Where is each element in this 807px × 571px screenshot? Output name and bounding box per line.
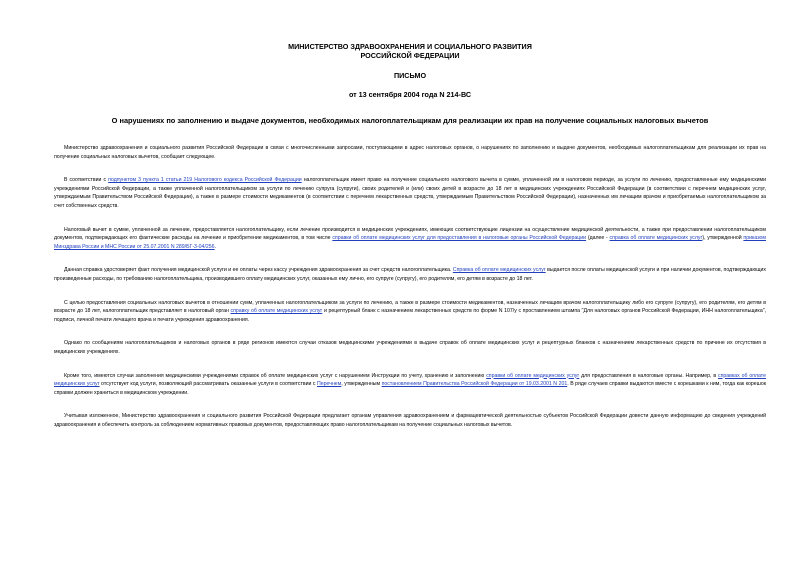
ministry-heading bbox=[54, 42, 766, 60]
paragraph-7-text-b: для предоставления в налоговые органы. Например, в bbox=[579, 372, 718, 379]
link-order-289[interactable]: приказом Минздрава России и МНС России от 25.07.2001 N 289/БГ-3-04/256 bbox=[54, 235, 766, 250]
paragraph-7-text-a: Кроме того, имеются случаи заполнения медицинскими учреждениями справок об оплате медицинских услуг с нарушением Инструкции по учету, хранению и заполнению bbox=[64, 372, 487, 379]
document-page bbox=[54, 42, 766, 444]
link-medical-payment-certificate-form[interactable]: справки об оплате медицинских услуг для предоставления в налоговые органы Российской Федерации bbox=[332, 235, 587, 242]
paragraph-6-text: Однако по сообщениям налогоплательщиков и налоговых органов в ряде регионов имеются случаи отказов медицинскими учреждениями в выдаче справок об оплате медицинских услуг и рецептурных бланков с назначением лекарственных средств по причине их отсутствия в медицинских учреждениях. bbox=[54, 340, 766, 355]
document-date-number: от 13 сентября 2004 года N 214-ВС bbox=[348, 90, 472, 99]
paragraph-7-text-d: , утвержденным bbox=[341, 381, 382, 388]
link-services-list[interactable]: Перечнем bbox=[317, 381, 342, 388]
paragraph-4-text-b: выдается после оплаты медицинской услуги и при наличии документов, подтверждающих произведенные расходы, по требованию налогоплательщика, производившего оплату медицинских услуг, оказанных ему лично, его супруге (супругу), его родителям, его детям в возрасте до 18 лет. bbox=[54, 267, 767, 282]
paragraph-2-text-a: В соответствии с bbox=[64, 177, 109, 184]
paragraph-2 bbox=[54, 176, 766, 210]
paragraph-8 bbox=[54, 412, 766, 429]
paragraph-2-text-b: налогоплательщик имеет право на получение социального налогового вычета в сумме, уплаченной им в налоговом периоде, за услуги по лечению, предоставленные ему медицинскими учреждениями Российской Федерации, а также уплаченной налогоплательщиком за услуги по лечению супруга (супруги), своих родителей и (или) своих детей в возрасте до 18 лет в медицинских учреждениях Российской Федерации (в соответствии с перечнем медицинских услуг, утверждаемым Правительством Российской Федерации), а также в размере стоимости медикаментов (в соответствии с перечнем лекарственных средств, утверждаемым Правительством Российской Федерации), назначенных им лечащим врачом и приобретаемых налогоплательщиком за счет собственных средств. bbox=[54, 177, 767, 209]
paragraph-3 bbox=[54, 226, 766, 252]
paragraph-4 bbox=[54, 266, 766, 283]
paragraph-1-text: Министерство здравоохранения и социального развития Российской Федерации в связи с многочисленными запросами, поступающими в адрес налоговых органов, о нарушениях по заполнению и выдаче документов, необходимых налогоплательщикам для реализации их прав на получение социальных налоговых вычетов, сообщает следующее. bbox=[54, 145, 766, 160]
link-payment-certificate-3[interactable]: справки об оплате медицинских услуг bbox=[486, 372, 580, 379]
paragraph-6 bbox=[54, 339, 766, 356]
link-payment-certificate-2[interactable]: справку об оплате медицинских услуг bbox=[230, 308, 323, 315]
paragraph-5-text-b: и рецептурный бланк с назначением лекарственных средств по форме N 107/у с проставлением штампа "Для налоговых органов Российской Федерации, ИНН налогоплательщика", подписи, личной печати лечащего врача и печати учреждения здравоохранения. bbox=[54, 308, 766, 323]
link-payment-certificates[interactable]: справках об оплате медицинских услуг bbox=[54, 372, 767, 388]
paragraph-3-text-b: (далее - bbox=[586, 235, 610, 242]
paragraph-7 bbox=[54, 372, 766, 398]
paragraph-3-text-a: Налоговый вычет в сумме, уплаченной за лечение, предоставляется налогоплательщику, если лечение производится в медицинских учреждениях, имеющих соответствующие лицензии на осуществление медицинской деятельности, а также при предоставлении налогоплательщиком документов, подтверждающих его фактические расходы на лечение и приобретение медикаментов, в том числе bbox=[54, 226, 766, 242]
link-medical-payment-certificate[interactable]: справка об оплате медицинских услуг bbox=[609, 235, 703, 242]
paragraph-5 bbox=[54, 299, 766, 325]
paragraph-3-text-c: ), утвержденной bbox=[702, 235, 744, 242]
paragraph-7-text-c: отсутствует код услуги, позволяющий рассматривать оказанные услуги в соответствии с bbox=[99, 381, 318, 388]
paragraph-8-text: Учитывая изложенное, Министерство здравоохранения и социального развития Российской Федерации предлагает органам управления здравоохранением и фармацевтической деятельностью субъектов Российской Федерации довести данную информацию до сведения учреждений здравоохранения и обеспечить контроль за соблюдением нормативных правовых документов, предоставляющих право налогоплательщикам на получение социальных налоговых вычетов. bbox=[54, 413, 766, 428]
paragraph-5-text-a: С целью предоставления социальных налоговых вычетов в отношении сумм, уплаченных налогоплательщиком за услуги по лечению, а также в размере стоимости медикаментов, назначенных лечащим врачом налогоплательщику либо его супруге (супругу), его родителям, его детям в возрасте до 18 лет, налогоплательщик представляет в налоговый орган bbox=[54, 299, 766, 315]
link-payment-certificate[interactable]: Справка об оплате медицинских услуг bbox=[452, 267, 546, 274]
document-type: ПИСЬМО bbox=[393, 71, 427, 80]
document-subject: О нарушениях по заполнению и выдаче документов, необходимых налогоплательщикам для реализации их прав на получение социальных налоговых вычетов bbox=[111, 116, 709, 125]
paragraph-4-text-a: Данная справка удостоверяет факт получения медицинской услуги и ее оплаты через кассу учреждения здравоохранения за счет средств налогоплательщика. bbox=[64, 267, 453, 274]
ministry-line-1: МИНИСТЕРСТВО ЗДРАВООХРАНЕНИЯ И СОЦИАЛЬНОГО РАЗВИТИЯ bbox=[288, 42, 532, 51]
ministry-line-2: РОССИЙСКОЙ ФЕДЕРАЦИИ bbox=[360, 51, 460, 60]
link-government-resolution-201[interactable]: постановлением Правительства Российской Федерации от 19.03.2001 N 201 bbox=[381, 381, 568, 388]
paragraph-3-text-d: . bbox=[214, 243, 216, 250]
document-body bbox=[54, 144, 766, 429]
paragraph-7-text-e: . В ряде случаев справки выдаются вместе с корешками к ним, тогда как корешок справки должен храниться в медицинском учреждении. bbox=[54, 381, 766, 396]
link-tax-code-article-219[interactable]: подпунктом 3 пункта 1 статьи 219 Налогового кодекса Российской Федерации bbox=[108, 177, 302, 184]
paragraph-1 bbox=[54, 144, 766, 161]
